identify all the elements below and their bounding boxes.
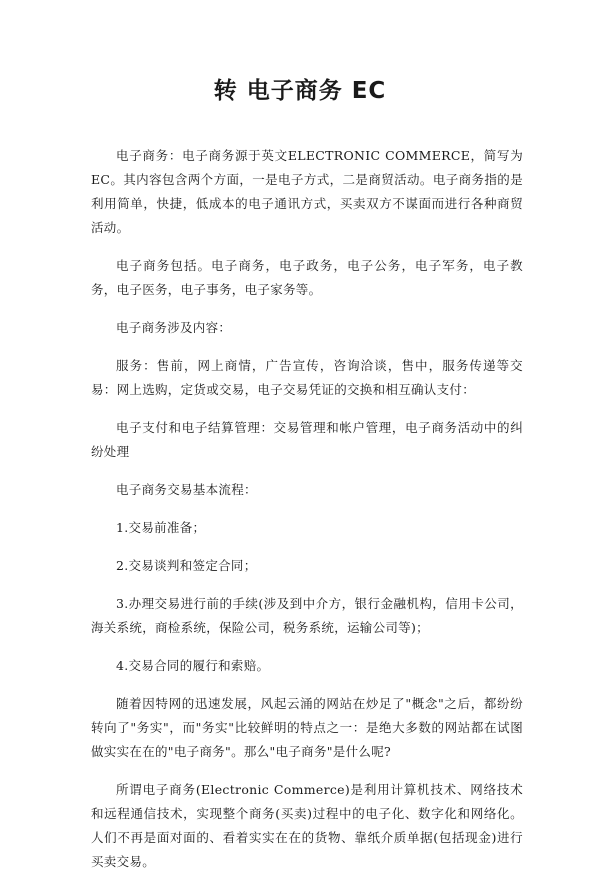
- paragraph-payment: 电子支付和电子结算管理：交易管理和帐户管理，电子商务活动中的纠纷处理: [91, 420, 523, 459]
- document-title: [0, 74, 600, 108]
- document-body: [91, 144, 523, 888]
- paragraph-content-heading: 电子商务涉及内容：: [116, 320, 232, 335]
- paragraph-step-3: 3.办理交易进行前的手续(涉及到中介方，银行金融机构，信用卡公司，海关系统，商检系统，保险公司，税务系统，运输公司等)；: [91, 596, 523, 635]
- title-suffix: EC: [351, 78, 387, 104]
- paragraph-process-heading: 电子商务交易基本流程：: [116, 482, 257, 497]
- paragraph-services: 服务：售前，网上商情，广告宣传，咨询洽谈，售中，服务传递等交易：网上选购，定货或交易，电子交易凭证的交换和相互确认支付：: [91, 358, 523, 397]
- paragraph-step-2: 2.交易谈判和签定合同；: [116, 558, 257, 573]
- paragraph-definition: 电子商务：电子商务源于英文ELECTRONIC COMMERCE，简写为EC。其内容包含两个方面，一是电子方式，二是商贸活动。电子商务指的是利用简单，快捷，低成本的电子通讯方式，买卖双方不谋面而进行各种商贸活动。: [91, 148, 523, 235]
- paragraph-ec-definition: 所谓电子商务(Electronic Commerce)是利用计算机技术、网络技术和远程通信技术，实现整个商务(买卖)过程中的电子化、数字化和网络化。人们不再是面对面的、看着实实在在的货物、靠纸介质单据(包括现金)进行买卖交易。: [91, 782, 523, 869]
- paragraph-step-4: 4.交易合同的履行和索赔。: [116, 658, 270, 673]
- title-prefix: 转 电子商务: [213, 77, 343, 104]
- paragraph-step-1: 1.交易前准备；: [116, 520, 206, 535]
- paragraph-internet-development: 随着因特网的迅速发展，风起云涌的网站在炒足了"概念"之后，都纷纷转向了"务实"，而"务实"比较鲜明的特点之一：是绝大多数的网站都在试图做实实在在的"电子商务"。那么"电子商务"是什么呢?: [91, 696, 523, 759]
- paragraph-scope: 电子商务包括。电子商务，电子政务，电子公务，电子军务，电子教务，电子医务，电子事务，电子家务等。: [91, 258, 523, 297]
